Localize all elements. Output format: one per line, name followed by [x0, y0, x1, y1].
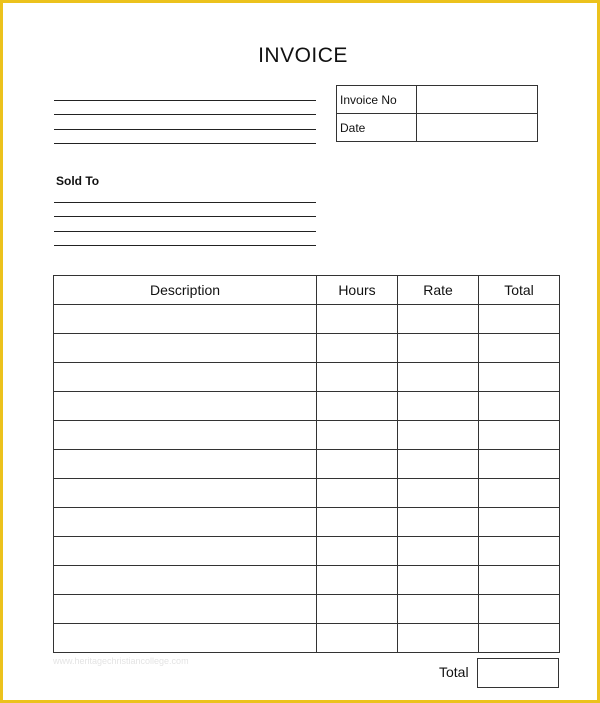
hours-cell[interactable] — [317, 595, 398, 624]
date-row — [337, 114, 538, 142]
hours-cell[interactable] — [317, 566, 398, 595]
table-row — [54, 479, 560, 508]
total-cell[interactable] — [479, 305, 560, 334]
description-cell[interactable] — [54, 537, 317, 566]
rate-cell[interactable] — [398, 363, 479, 392]
total-cell[interactable] — [479, 421, 560, 450]
table-row — [54, 537, 560, 566]
total-cell[interactable] — [479, 392, 560, 421]
from-address-line-1[interactable] — [54, 100, 316, 101]
table-row — [54, 450, 560, 479]
description-cell[interactable] — [54, 595, 317, 624]
table-row — [54, 624, 560, 653]
table-row — [54, 305, 560, 334]
rate-cell[interactable] — [398, 305, 479, 334]
column-header-description: Description — [54, 276, 317, 305]
table-row — [54, 363, 560, 392]
rate-cell[interactable] — [398, 450, 479, 479]
table-row — [54, 566, 560, 595]
invoice-number-label: Invoice No — [337, 86, 417, 114]
column-header-hours: Hours — [317, 276, 398, 305]
from-address-line-3[interactable] — [54, 129, 316, 130]
hours-cell[interactable] — [317, 305, 398, 334]
column-header-rate: Rate — [398, 276, 479, 305]
hours-cell[interactable] — [317, 421, 398, 450]
date-label: Date — [337, 114, 417, 142]
invoice-number-field[interactable] — [417, 86, 538, 114]
hours-cell[interactable] — [317, 450, 398, 479]
hours-cell[interactable] — [317, 392, 398, 421]
rate-cell[interactable] — [398, 537, 479, 566]
column-header-total: Total — [479, 276, 560, 305]
rate-cell[interactable] — [398, 566, 479, 595]
hours-cell[interactable] — [317, 537, 398, 566]
rate-cell[interactable] — [398, 392, 479, 421]
description-cell[interactable] — [54, 305, 317, 334]
invoice-meta-table — [336, 85, 538, 142]
description-cell[interactable] — [54, 450, 317, 479]
grand-total-field[interactable] — [477, 658, 559, 688]
total-cell[interactable] — [479, 595, 560, 624]
line-items-table — [53, 275, 560, 653]
description-cell[interactable] — [54, 508, 317, 537]
table-row — [54, 508, 560, 537]
watermark-text: www.heritagechristiancollege.com — [53, 656, 189, 666]
sold-to-line-4[interactable] — [54, 245, 316, 246]
description-cell[interactable] — [54, 624, 317, 653]
sold-to-line-3[interactable] — [54, 231, 316, 232]
hours-cell[interactable] — [317, 334, 398, 363]
grand-total-label: Total — [439, 664, 469, 680]
hours-cell[interactable] — [317, 624, 398, 653]
description-cell[interactable] — [54, 479, 317, 508]
rate-cell[interactable] — [398, 624, 479, 653]
date-field[interactable] — [417, 114, 538, 142]
total-cell[interactable] — [479, 479, 560, 508]
total-cell[interactable] — [479, 508, 560, 537]
description-cell[interactable] — [54, 334, 317, 363]
hours-cell[interactable] — [317, 479, 398, 508]
sold-to-line-1[interactable] — [54, 202, 316, 203]
total-cell[interactable] — [479, 363, 560, 392]
from-address-line-4[interactable] — [54, 143, 316, 144]
sold-to-label: Sold To — [56, 174, 100, 188]
table-header-row — [54, 276, 560, 305]
description-cell[interactable] — [54, 421, 317, 450]
from-address-line-2[interactable] — [54, 114, 316, 115]
table-row — [54, 392, 560, 421]
description-cell[interactable] — [54, 566, 317, 595]
rate-cell[interactable] — [398, 479, 479, 508]
total-cell[interactable] — [479, 566, 560, 595]
invoice-number-row — [337, 86, 538, 114]
rate-cell[interactable] — [398, 334, 479, 363]
rate-cell[interactable] — [398, 421, 479, 450]
description-cell[interactable] — [54, 392, 317, 421]
total-cell[interactable] — [479, 334, 560, 363]
hours-cell[interactable] — [317, 508, 398, 537]
hours-cell[interactable] — [317, 363, 398, 392]
total-cell[interactable] — [479, 537, 560, 566]
rate-cell[interactable] — [398, 595, 479, 624]
table-row — [54, 334, 560, 363]
description-cell[interactable] — [54, 363, 317, 392]
table-row — [54, 595, 560, 624]
total-cell[interactable] — [479, 624, 560, 653]
total-cell[interactable] — [479, 450, 560, 479]
page-title: INVOICE — [258, 44, 348, 67]
sold-to-line-2[interactable] — [54, 216, 316, 217]
rate-cell[interactable] — [398, 508, 479, 537]
table-row — [54, 421, 560, 450]
